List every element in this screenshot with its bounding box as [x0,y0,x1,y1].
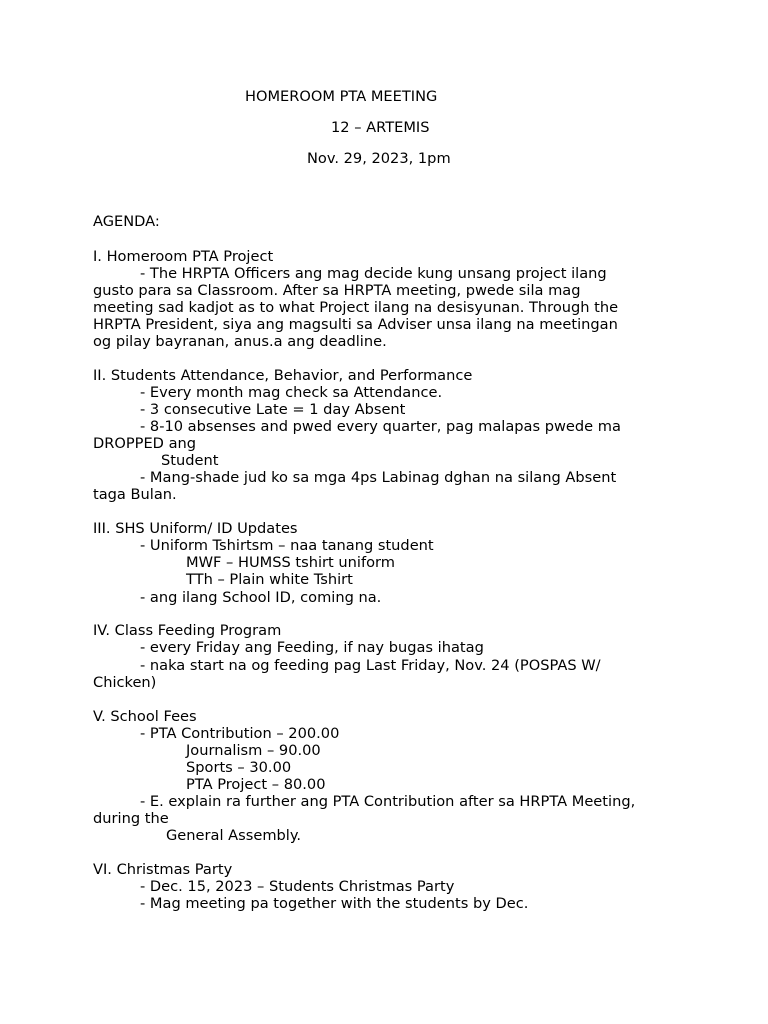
document-title: HOMEROOM PTA MEETING [245,88,438,105]
section-5-line: Sports – 30.00 [186,759,292,776]
section-2-line: Student [161,452,219,469]
section-5-line: General Assembly. [166,827,302,844]
section-6-line: - Dec. 15, 2023 – Students Christmas Party [140,878,455,895]
section-2-line: taga Bulan. [93,486,177,503]
section-heading-3: III. SHS Uniform/ ID Updates [93,520,298,537]
section-2-line: - Every month mag check sa Attendance. [140,384,443,401]
section-2-line: - 8-10 absenses and pwed every quarter, pag malapas pwede ma [140,418,621,435]
section-3-line: - ang ilang School ID, coming na. [140,589,382,606]
agenda-label: AGENDA: [93,213,160,230]
section-5-line: - PTA Contribution – 200.00 [140,725,340,742]
section-4-line: Chicken) [93,674,157,691]
section-2-line: DROPPED ang [93,435,197,452]
section-5-line: Journalism – 90.00 [186,742,321,759]
section-1-line: og pilay bayranan, anus.a ang deadline. [93,333,387,350]
section-1-line: gusto para sa Classroom. After sa HRPTA meeting, pwede sila mag [93,282,581,299]
meeting-date: Nov. 29, 2023, 1pm [307,150,451,167]
section-5-line: during the [93,810,169,827]
section-1-line: - The HRPTA Officers ang mag decide kung unsang project ilang [140,265,607,282]
section-heading-1: I. Homeroom PTA Project [93,248,274,265]
section-5-line: PTA Project – 80.00 [186,776,326,793]
section-1-line: meeting sad kadjot as to what Project ilang na desisyunan. Through the [93,299,619,316]
section-2-line: - Mang-shade jud ko sa mga 4ps Labinag dghan na silang Absent [140,469,617,486]
section-3-line: TTh – Plain white Tshirt [186,571,353,588]
section-1-line: HRPTA President, siya ang magsulti sa Adviser unsa ilang na meetingan [93,316,618,333]
section-heading-4: IV. Class Feeding Program [93,622,282,639]
section-heading-6: VI. Christmas Party [93,861,233,878]
section-4-line: - every Friday ang Feeding, if nay bugas ihatag [140,639,484,656]
section-heading-2: II. Students Attendance, Behavior, and Performance [93,367,473,384]
section-3-line: - Uniform Tshirtsm – naa tanang student [140,537,434,554]
section-heading-5: V. School Fees [93,708,197,725]
section-2-line: - 3 consecutive Late = 1 day Absent [140,401,406,418]
section-5-line: - E. explain ra further ang PTA Contribution after sa HRPTA Meeting, [140,793,636,810]
section-6-line: - Mag meeting pa together with the students by Dec. [140,895,529,912]
section-4-line: - naka start na og feeding pag Last Friday, Nov. 24 (POSPAS W/ [140,657,601,674]
section-name: 12 – ARTEMIS [331,119,430,136]
section-3-line: MWF – HUMSS tshirt uniform [186,554,395,571]
